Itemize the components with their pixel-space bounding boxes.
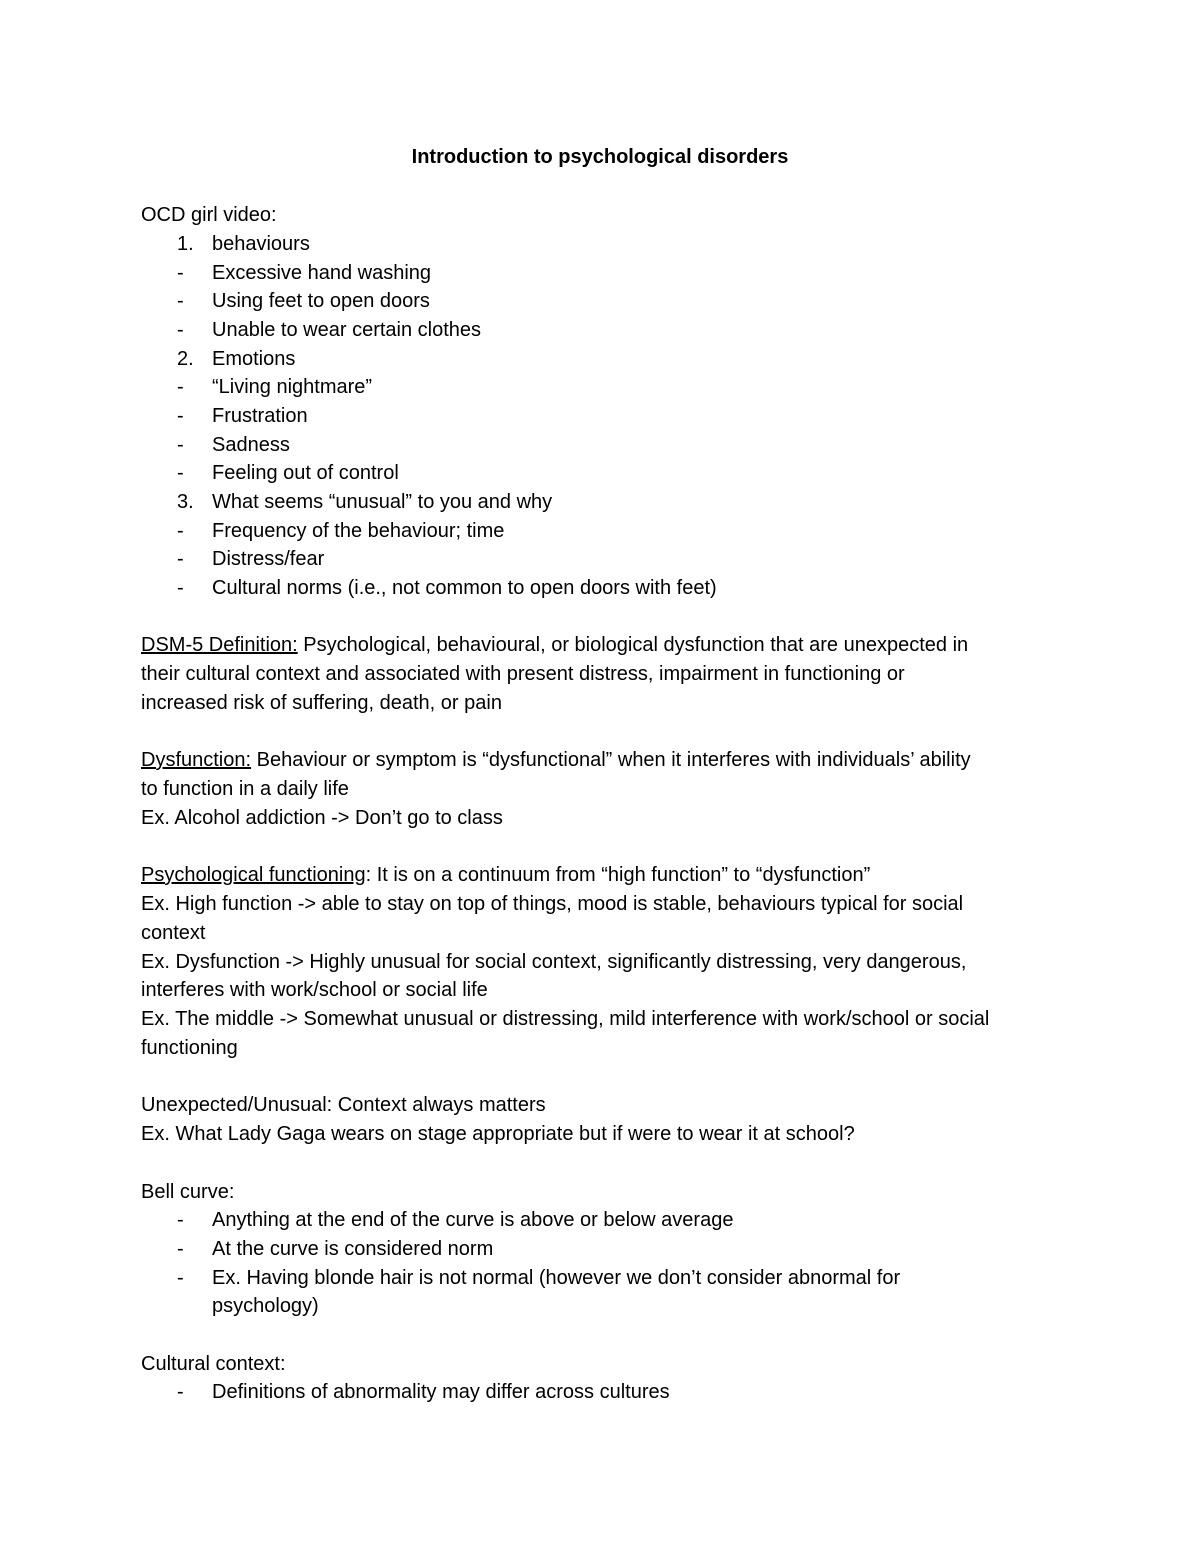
dsm-definition-text: Psychological, behavioural, or biological dysfunction that are unexpected in [297, 634, 969, 656]
list-item: Cultural norms (i.e., not common to open doors with feet) [212, 577, 717, 599]
list-item: Using feet to open doors [212, 290, 430, 312]
dysfunction-text: Behaviour or symptom is “dysfunctional” when it interferes with individuals’ ability [251, 749, 971, 771]
list-bullet: - [177, 520, 184, 542]
list-item: “Living nightmare” [212, 376, 373, 398]
list-bullet: - [177, 319, 184, 341]
list-bullet: - [177, 462, 184, 484]
psych-functioning-example: interferes with work/school or social life [141, 979, 488, 1001]
cultural-context-heading: Cultural context: [141, 1353, 286, 1375]
dysfunction-term: Dysfunction: [141, 749, 252, 771]
list-bullet: - [177, 1381, 184, 1403]
list-item-continuation: psychology) [212, 1295, 319, 1317]
list-bullet: - [177, 290, 184, 312]
list-item: Frustration [212, 405, 308, 427]
psych-functioning-term: Psychological functioning [141, 864, 366, 886]
list-item: Anything at the end of the curve is above or below average [212, 1209, 734, 1231]
list-bullet: - [177, 405, 184, 427]
list-bullet: - [177, 1238, 184, 1260]
unexpected-example: Ex. What Lady Gaga wears on stage appropriate but if were to wear it at school? [141, 1123, 855, 1145]
psych-functioning-example: Ex. The middle -> Somewhat unusual or distressing, mild interference with work/school or social [141, 1008, 990, 1030]
list-number: 3. [177, 491, 194, 513]
ocd-heading: OCD girl video: [141, 204, 277, 226]
list-bullet: - [177, 376, 184, 398]
list-bullet: - [177, 548, 184, 570]
list-item: Frequency of the behaviour; time [212, 520, 505, 542]
list-item: behaviours [212, 233, 310, 255]
page-title: Introduction to psychological disorders [411, 146, 789, 168]
list-item: What seems “unusual” to you and why [212, 491, 553, 513]
dsm-definition-term: DSM-5 Definition: [141, 634, 298, 656]
list-item: At the curve is considered norm [212, 1238, 494, 1260]
dysfunction-example: Ex. Alcohol addiction -> Don’t go to class [141, 807, 503, 829]
psych-functioning-example: Ex. High function -> able to stay on top of things, mood is stable, behaviours typical for social [141, 893, 964, 915]
list-bullet: - [177, 1267, 184, 1289]
list-item: Emotions [212, 348, 296, 370]
dsm-definition-line [141, 631, 968, 659]
dysfunction-text: to function in a daily life [141, 778, 349, 800]
list-item: Sadness [212, 434, 290, 456]
list-item: Definitions of abnormality may differ across cultures [212, 1381, 670, 1403]
list-number: 1. [177, 233, 194, 255]
list-bullet: - [177, 434, 184, 456]
psych-functioning-example: Ex. Dysfunction -> Highly unusual for social context, significantly distressing, very dangerous, [141, 951, 967, 973]
list-item: Ex. Having blonde hair is not normal (however we don’t consider abnormal for [212, 1267, 901, 1289]
list-bullet: - [177, 577, 184, 599]
dsm-definition-text: their cultural context and associated with present distress, impairment in functioning or [141, 663, 905, 685]
dsm-definition-text: increased risk of suffering, death, or pain [141, 692, 502, 714]
list-item: Feeling out of control [212, 462, 399, 484]
psych-functioning-example: functioning [141, 1037, 238, 1059]
psych-functioning-example: context [141, 922, 206, 944]
psych-functioning-text: : It is on a continuum from “high function” to “dysfunction” [365, 864, 871, 886]
bell-curve-heading: Bell curve: [141, 1181, 235, 1203]
list-item: Distress/fear [212, 548, 325, 570]
psych-functioning-line [141, 861, 870, 889]
list-number: 2. [177, 348, 194, 370]
list-bullet: - [177, 262, 184, 284]
unexpected-text: Unexpected/Unusual: Context always matters [141, 1094, 546, 1116]
dysfunction-line [141, 746, 971, 774]
list-item: Excessive hand washing [212, 262, 432, 284]
list-item: Unable to wear certain clothes [212, 319, 482, 341]
list-bullet: - [177, 1209, 184, 1231]
